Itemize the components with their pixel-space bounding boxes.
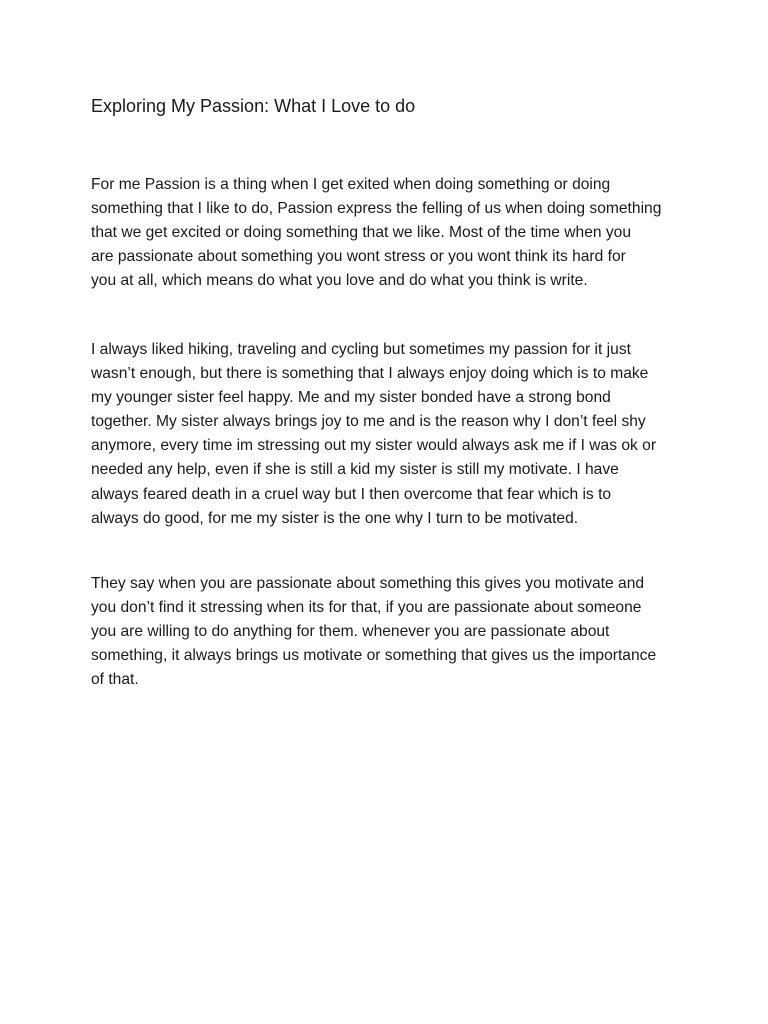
paragraph-line: you are willing to do anything for them. whenever you are passionate about [91,623,610,641]
paragraph-line: always feared death in a cruel way but I then overcome that fear which is to [91,485,612,503]
paragraph-line: They say when you are passionate about something this gives you motivate and [91,575,645,592]
paragraph-line: something that I like to do, Passion express the felling of us when doing something [91,200,662,218]
paragraph-line: are passionate about something you wont stress or you wont think its hard for [91,248,626,266]
paragraph-3 [91,572,683,692]
paragraph-line: something, it always brings us motivate or something that gives us the importance [91,647,657,665]
document-title: Exploring My Passion: What I Love to do [91,96,416,116]
paragraph-line: wasn’t enough, but there is something that I always enjoy doing which is to make [91,365,649,383]
paragraph-line: For me Passion is a thing when I get exited when doing something or doing [91,176,611,193]
paragraph-line: always do good, for me my sister is the one why I turn to be motivated. [91,509,579,527]
paragraph-line: that we get excited or doing something that we like. Most of the time when you [91,224,632,242]
paragraph-line: of that. [91,671,139,689]
paragraph-line: needed any help, even if she is still a kid my sister is still my motivate. I have [91,461,619,479]
paragraph-line: my younger sister feel happy. Me and my sister bonded have a strong bond [91,389,611,407]
paragraph-1 [91,173,683,293]
paragraph-line: together. My sister always brings joy to me and is the reason why I don’t feel shy [91,413,646,431]
paragraph-line: you don’t find it stressing when its for that, if you are passionate about someone [91,599,642,617]
paragraph-line: you at all, which means do what you love and do what you think is write. [91,272,588,290]
paragraph-line: anymore, every time im stressing out my sister would always ask me if I was ok or [91,437,657,455]
paragraph-2 [91,338,683,531]
paragraph-line: I always liked hiking, traveling and cycling but sometimes my passion for it just [91,341,631,358]
